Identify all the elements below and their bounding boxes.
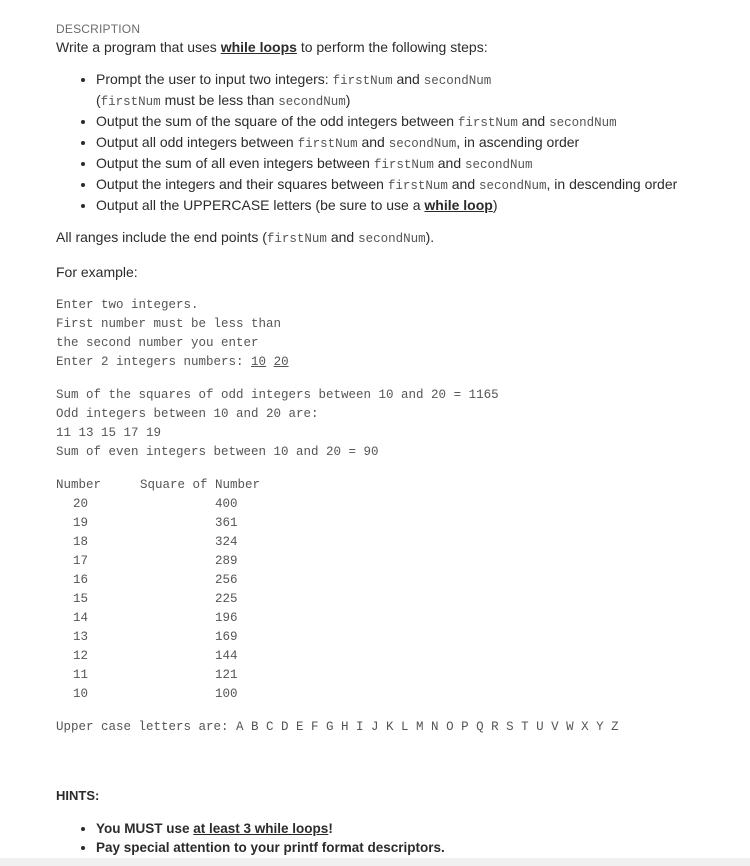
row-number: 18 xyxy=(73,535,89,549)
while-loops-emphasis: while loops xyxy=(220,39,297,55)
row-square: 169 xyxy=(215,630,238,644)
example-prompt-block: Enter two integers. First number must be less than the second number you enter Enter 2 integers numbers: 10 20 xyxy=(56,296,736,372)
header-number: Number xyxy=(56,478,102,492)
squares-table xyxy=(56,476,260,704)
table-row xyxy=(56,571,260,590)
table-row xyxy=(56,533,260,552)
list-item: • Output all odd integers between firstNum and secondNum, in ascending order xyxy=(96,133,736,154)
header-square: Square of Number xyxy=(140,478,261,492)
row-number: 19 xyxy=(73,516,89,530)
assignment-page xyxy=(56,22,736,857)
row-square: 324 xyxy=(215,535,238,549)
row-square: 289 xyxy=(215,554,238,568)
list-item: • Output the integers and their squares between firstNum and secondNum, in descending order xyxy=(96,175,736,196)
list-item: • Output all the UPPERCASE letters (be sure to use a while loop) xyxy=(96,196,736,215)
ranges-paragraph: All ranges include the end points (firstNum and secondNum). xyxy=(56,229,435,246)
hints-label: HINTS: xyxy=(56,788,100,803)
table-row xyxy=(56,647,260,666)
table-row xyxy=(56,609,260,628)
row-number: 17 xyxy=(73,554,89,568)
list-item: • Output the sum of all even integers between firstNum and secondNum xyxy=(96,154,736,175)
table-row xyxy=(56,590,260,609)
row-number: 10 xyxy=(73,687,89,701)
example-input-second: 20 xyxy=(273,355,289,369)
row-square: 121 xyxy=(215,668,238,682)
intro-paragraph: Write a program that uses while loops to perform the following steps: xyxy=(56,39,488,55)
row-number: 13 xyxy=(73,630,89,644)
table-header-row xyxy=(56,476,260,495)
hints-list xyxy=(56,819,736,857)
table-row xyxy=(56,628,260,647)
row-square: 225 xyxy=(215,592,238,606)
row-number: 14 xyxy=(73,611,89,625)
description-label: DESCRIPTION xyxy=(56,22,141,36)
row-square: 100 xyxy=(215,687,238,701)
list-item: • Pay special attention to your printf format descriptors. xyxy=(96,838,736,857)
list-item: • Prompt the user to input two integers: firstNum and secondNum (firstNum must be less than secondNum) xyxy=(96,70,736,112)
steps-list xyxy=(56,70,736,215)
row-number: 11 xyxy=(73,668,89,682)
list-item: • You MUST use at least 3 while loops! xyxy=(96,819,736,838)
example-input-line: Enter 2 integers numbers: 10 20 xyxy=(56,355,289,369)
row-square: 196 xyxy=(215,611,238,625)
row-number: 20 xyxy=(73,497,89,511)
table-row xyxy=(56,514,260,533)
example-output-block: Sum of the squares of odd integers between 10 and 20 = 1165 Odd integers between 10 and 20 are: 11 13 15 17 19 Sum of even integers between 10 and 20 = 90 xyxy=(56,388,499,459)
row-square: 400 xyxy=(215,497,238,511)
row-number: 15 xyxy=(73,592,89,606)
example-input-first: 10 xyxy=(251,355,267,369)
table-row xyxy=(56,685,260,704)
footer-bar xyxy=(0,858,750,866)
row-square: 256 xyxy=(215,573,238,587)
table-row xyxy=(56,666,260,685)
row-square: 144 xyxy=(215,649,238,663)
row-number: 12 xyxy=(73,649,89,663)
table-row xyxy=(56,495,260,514)
upper-case-line: Upper case letters are: A B C D E F G H I J K L M N O P Q R S T U V W X Y Z xyxy=(56,720,619,734)
for-example-label: For example: xyxy=(56,264,138,280)
row-square: 361 xyxy=(215,516,238,530)
list-item: • Output the sum of the square of the odd integers between firstNum and secondNum xyxy=(96,112,736,133)
table-row xyxy=(56,552,260,571)
row-number: 16 xyxy=(73,573,89,587)
